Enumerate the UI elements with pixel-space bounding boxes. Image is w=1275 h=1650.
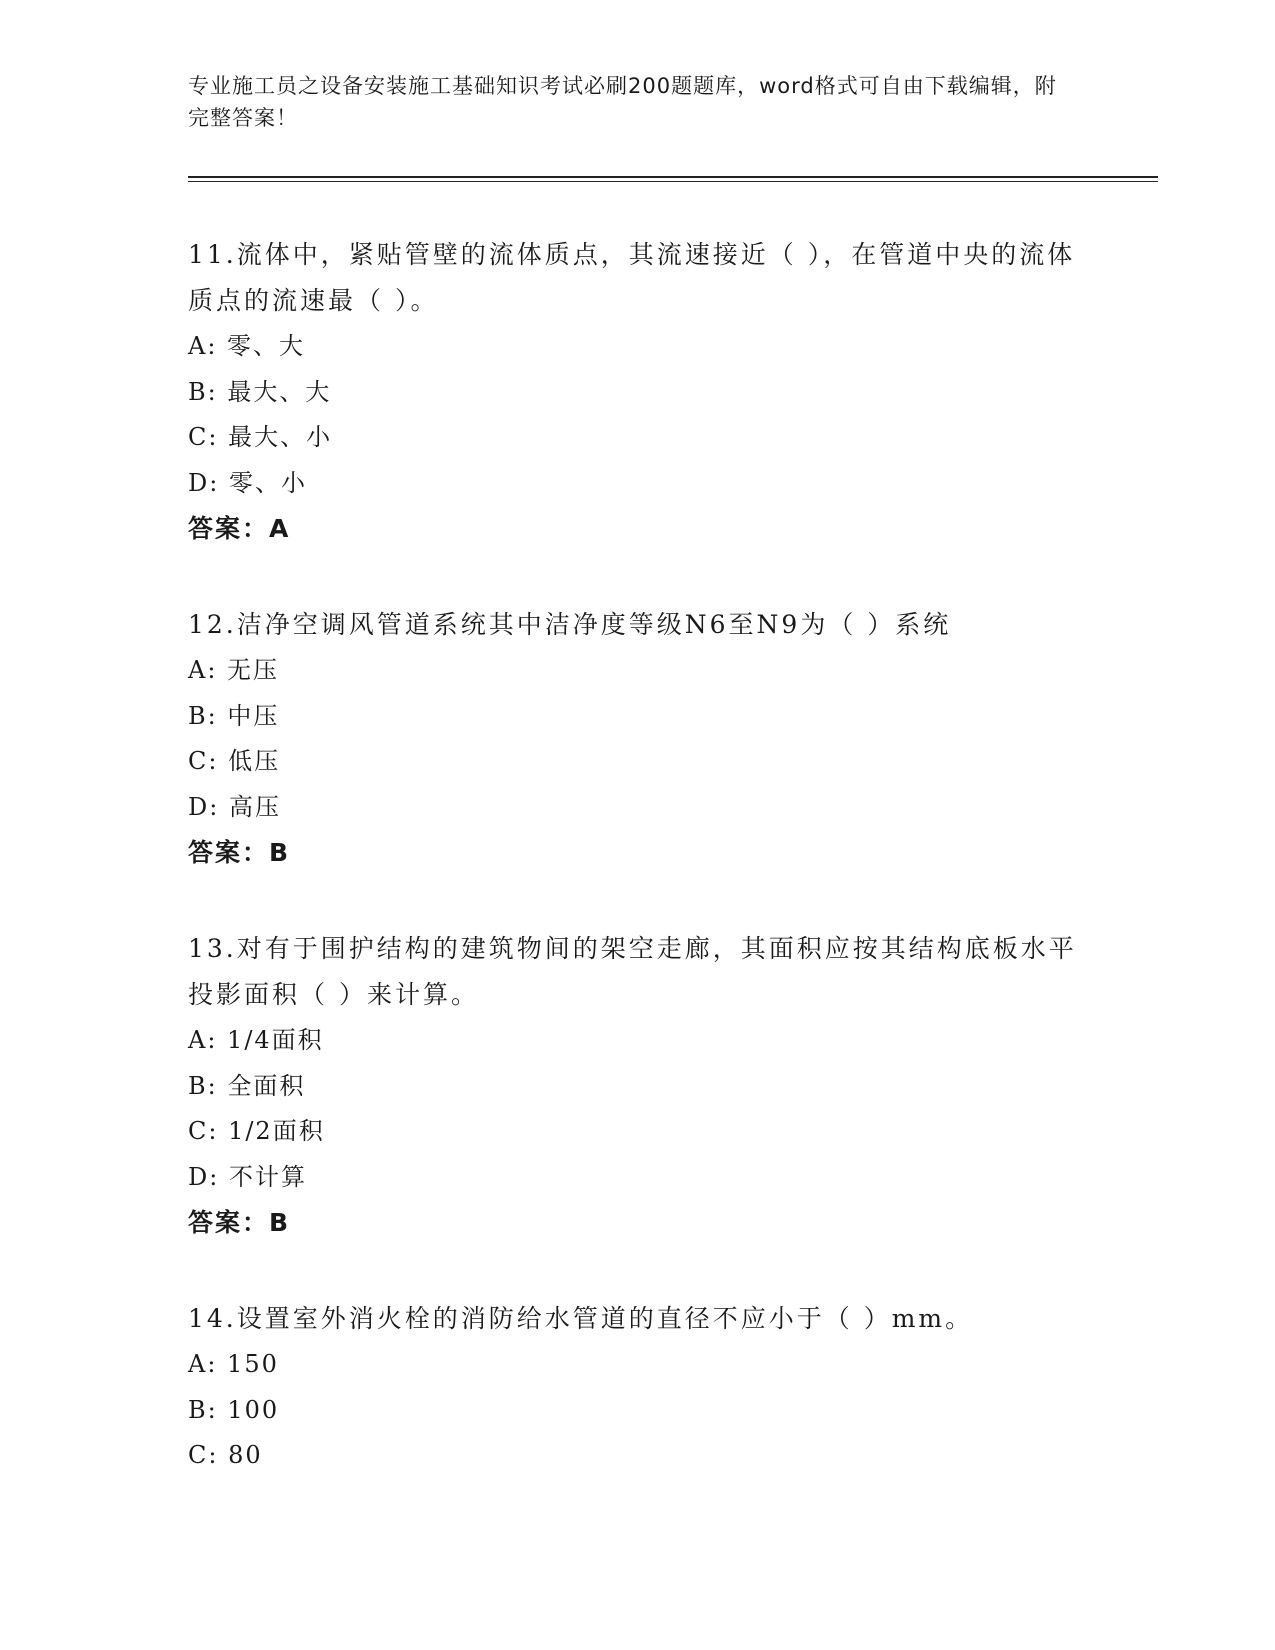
question-13 — [188, 926, 1158, 1246]
option-c: C: 1/2面积 — [188, 1117, 325, 1145]
question-stem: 12.洁净空调风管道系统其中洁净度等级N6至N9为（ ）系统 — [188, 610, 952, 639]
option-c: C: 80 — [188, 1441, 263, 1469]
option-c: C: 最大、小 — [188, 423, 333, 451]
question-stem: 11.流体中，紧贴管壁的流体质点，其流速接近（ ），在管道中央的流体质点的流速最（ ）。 — [188, 240, 1076, 315]
option-b: B: 全面积 — [188, 1071, 306, 1100]
option-b: B: 最大、大 — [188, 377, 332, 406]
option-a: A: 零、大 — [188, 332, 306, 360]
option-d: D: 零、小 — [188, 468, 307, 497]
question-12 — [188, 602, 1158, 876]
question-stem: 14.设置室外消火栓的消防给水管道的直径不应小于（ ）mm。 — [188, 1304, 974, 1333]
answer-line: 答案：A — [188, 514, 291, 543]
option-a: A: 150 — [188, 1350, 279, 1378]
answer-line: 答案：B — [188, 1208, 291, 1237]
option-d: D: 高压 — [188, 792, 281, 821]
option-b: B: 中压 — [188, 701, 280, 730]
option-a: A: 无压 — [188, 656, 280, 684]
header-divider — [188, 176, 1158, 182]
option-c: C: 低压 — [188, 747, 281, 775]
option-b: B: 100 — [188, 1395, 280, 1424]
document-header: 专业施工员之设备安装施工基础知识考试必刷200题题库，word格式可自由下载编辑，附完整答案！ — [188, 74, 1057, 130]
option-a: A: 1/4面积 — [188, 1026, 324, 1054]
option-d: D: 不计算 — [188, 1162, 307, 1191]
document-page — [188, 70, 1158, 1479]
question-stem: 13.对有于围护结构的建筑物间的架空走廊，其面积应按其结构底板水平投影面积（ ）来计算。 — [188, 934, 1077, 1009]
question-14 — [188, 1296, 1158, 1479]
question-11 — [188, 232, 1158, 552]
answer-line: 答案：B — [188, 838, 291, 867]
